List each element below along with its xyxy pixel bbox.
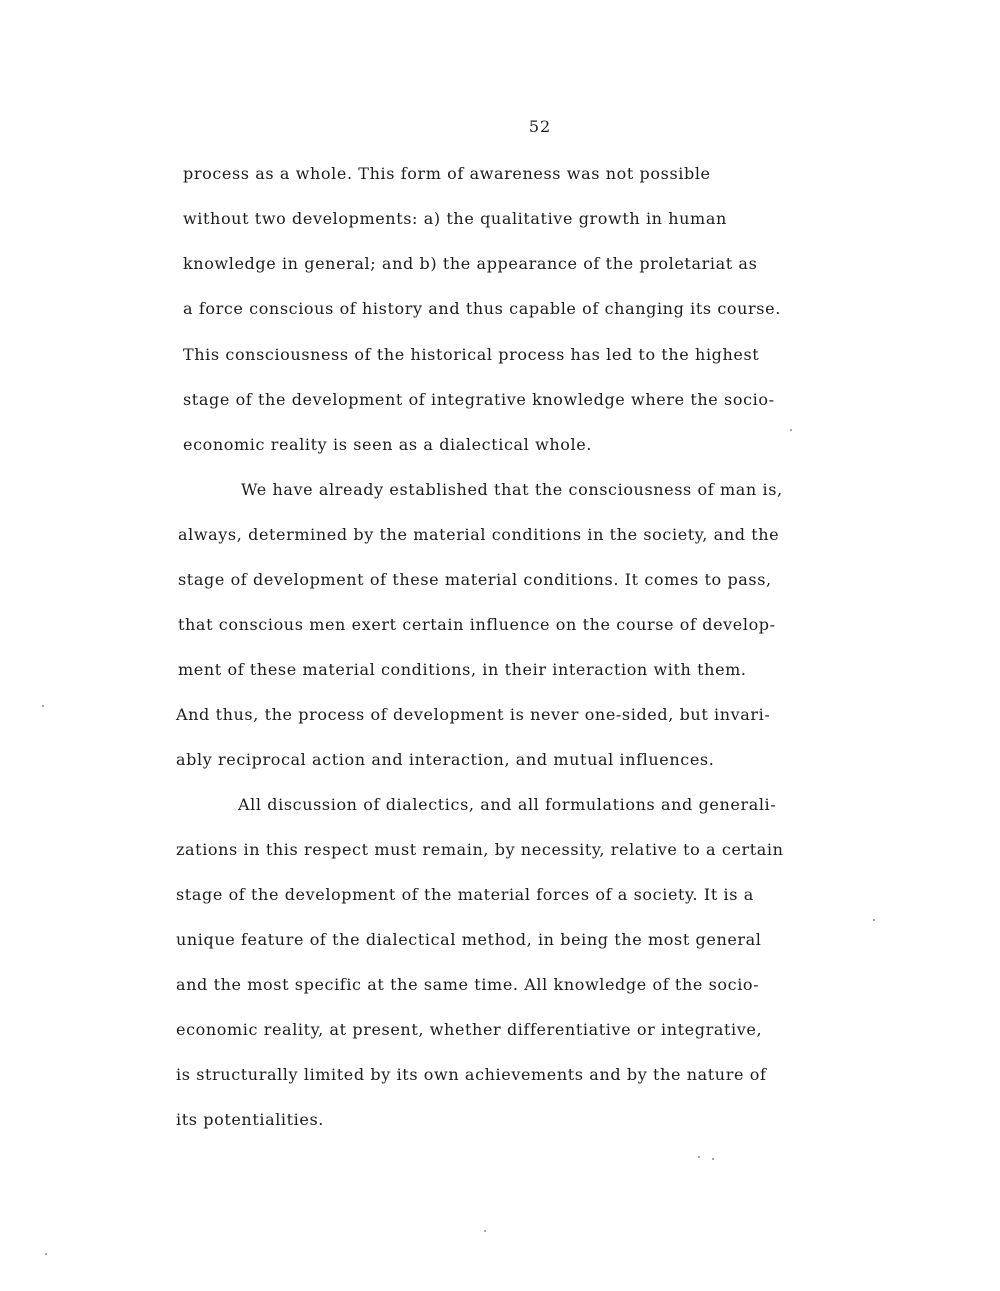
text-line-14: ably reciprocal action and interaction, and mutual influences.	[176, 750, 715, 769]
text-line-15: All discussion of dialectics, and all formulations and generali-	[238, 795, 777, 814]
text-line-10: stage of development of these material conditions. It comes to pass,	[178, 570, 772, 589]
page-number: 52	[528, 117, 552, 136]
text-line-6: stage of the development of integrative knowledge where the socio-	[183, 390, 775, 409]
text-line-5: This consciousness of the historical process has led to the highest	[183, 345, 760, 364]
scan-speck	[698, 1156, 700, 1158]
text-line-18: unique feature of the dialectical method, in being the most general	[176, 930, 762, 949]
text-line-12: ment of these material conditions, in their interaction with them.	[178, 660, 747, 679]
text-line-21: is structurally limited by its own achievements and by the nature of	[176, 1065, 767, 1084]
text-line-8: We have already established that the consciousness of man is,	[241, 480, 783, 499]
scan-speck	[484, 1230, 486, 1232]
text-line-11: that conscious men exert certain influence on the course of develop-	[178, 615, 776, 634]
text-line-17: stage of the development of the material forces of a society. It is a	[176, 885, 754, 904]
scan-speck	[712, 1158, 714, 1160]
text-line-19: and the most specific at the same time. All knowledge of the socio-	[176, 975, 760, 994]
text-line-9: always, determined by the material conditions in the society, and the	[178, 525, 780, 544]
scan-speck	[790, 429, 792, 431]
text-line-2: without two developments: a) the qualitative growth in human	[183, 209, 727, 228]
text-line-20: economic reality, at present, whether differentiative or integrative,	[176, 1020, 763, 1039]
text-line-3: knowledge in general; and b) the appearance of the proletariat as	[183, 254, 758, 273]
text-line-16: zations in this respect must remain, by necessity, relative to a certain	[176, 840, 784, 859]
text-line-4: a force conscious of history and thus capable of changing its course.	[183, 299, 781, 318]
scan-speck	[873, 919, 875, 921]
text-line-1: process as a whole. This form of awareness was not possible	[183, 164, 711, 183]
scan-speck	[45, 1253, 47, 1255]
text-line-22: its potentialities.	[176, 1110, 324, 1129]
text-line-7: economic reality is seen as a dialectical whole.	[183, 435, 592, 454]
scan-speck	[42, 705, 44, 707]
text-line-13: And thus, the process of development is never one-sided, but invari-	[176, 705, 771, 724]
